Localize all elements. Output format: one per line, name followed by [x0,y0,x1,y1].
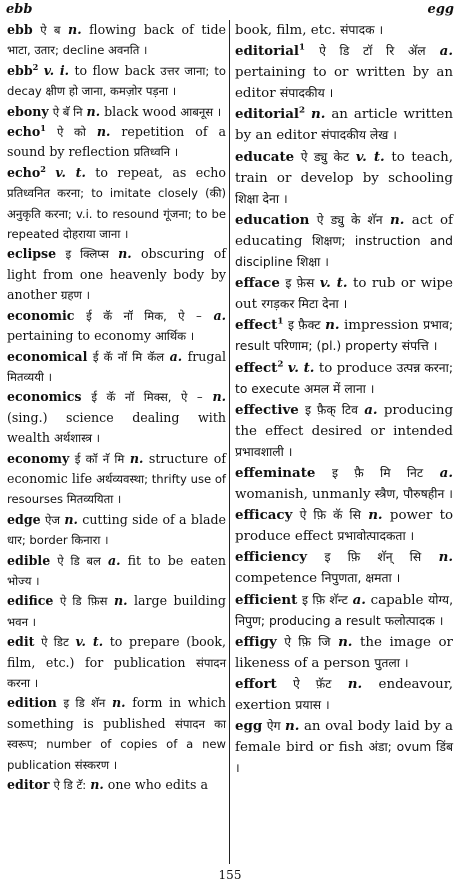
dictionary-entry [235,41,453,104]
part-of-speech: a. [352,591,366,608]
dictionary-entry [235,147,453,210]
part-of-speech: a. [364,401,378,418]
pronunciation: ई कॅ नॉ मिक, ऐ – [86,308,202,323]
hindi-gloss: उत्तर जाना; to decay क्षीण हो जाना, कमज़ोर पड़ना । [7,63,226,99]
dictionary-entry [235,358,453,400]
pronunciation: इ फ़ैक् टिव [305,402,358,417]
dictionary-entry [7,387,226,448]
pronunciation: ऐ फ़ि जि [284,634,331,649]
pronunciation: ऐ फ़ॅट [293,676,332,691]
part-of-speech: v. t. [75,634,104,650]
headword: edifice [7,593,54,609]
dictionary-entry [7,102,226,122]
pronunciation: इ फ़ै मि निट [332,465,424,480]
definition: impression [344,318,419,334]
homograph-number: 1 [299,42,306,53]
dictionary-entry [235,505,453,547]
pronunciation: ऐ फ़ि कॅ सि [299,508,361,523]
headword: economical [7,348,88,364]
part-of-speech: n. [325,317,340,334]
definition: to prepare (book, film, etc.) for publication [7,634,226,670]
right-column [230,20,456,864]
headword: editorial [235,43,299,60]
hindi-gloss: रगड़कर मिटा देना । [261,297,348,312]
definition: womanish, unmanly [235,487,371,503]
part-of-speech: a. [107,552,121,568]
dictionary-entry [235,632,453,674]
hindi-gloss: अर्थशास्त्र । [53,431,101,446]
dictionary-entry [7,693,226,775]
left-column [4,20,230,864]
hindi-gloss: भोज्य । [7,573,40,588]
definition: one who edits a [107,777,208,793]
definition: to produce [318,360,393,376]
definition: the image or likeness of a person [235,634,453,671]
hindi-gloss: संपादकीय । [279,86,334,101]
pronunciation: ऐ डिट [41,635,69,650]
hindi-gloss: प्रतिध्वनि । [133,145,179,160]
part-of-speech: n. [90,777,104,793]
dictionary-entry [235,547,453,589]
headword: ebb [7,22,33,37]
pronunciation: ऐज [45,512,60,527]
pronunciation: ऐ डि फ़िस [59,594,108,609]
hindi-gloss: प्रतिध्वनित करना; to imitate closely (की) अनुकृति करना; v.i. to resound गूंजना; to be repeated दोहराया जाना । [7,186,226,242]
part-of-speech: n. [212,389,226,405]
hindi-gloss: अंडा; ovum डिंब । [235,740,453,776]
definition: producing the effect desired or intended [235,402,454,439]
definition: frugal [187,348,227,364]
pronunciation: ई कॅ नॉ मिक्स, ऐ – [91,390,203,405]
definition: endeavour, exertion [235,676,453,713]
dictionary-entry [7,122,226,163]
pronunciation: ऐ डि टॅ: [53,778,87,793]
part-of-speech: v. t. [319,275,348,292]
headword: economics [7,389,82,405]
headword: edible [7,552,51,568]
homograph-number: 1 [277,316,284,327]
dictionary-entry [235,315,453,357]
headword: edge [7,511,41,527]
definition: repetition of a sound by reflection [7,124,226,160]
homograph-number: 2 [299,105,306,116]
definition: cutting side of a blade [82,511,227,527]
part-of-speech: n. [96,124,111,140]
part-of-speech: n. [86,103,101,119]
hindi-gloss: प्रभावोत्पादकता । [337,529,415,544]
page-number: 155 [218,868,242,882]
definition: black wood [104,103,177,119]
definition: (sing.) science dealing with wealth [7,409,226,446]
dictionary-entry [235,20,453,41]
pronunciation: ऐ ड्यु केट [300,149,350,164]
headword: efficacy [235,507,293,524]
right-guide-word: egg [427,2,454,17]
part-of-speech: n. [129,450,144,466]
pronunciation: ऐ को [56,125,86,140]
part-of-speech: n. [118,246,132,262]
definition: form in which something is published [7,695,226,731]
headword: ebony [7,103,49,119]
dictionary-entry [7,775,226,795]
headword: economy [7,450,70,466]
part-of-speech: n. [285,718,300,735]
hindi-gloss: प्रभावशाली । [235,444,293,459]
pronunciation: इ फ़ेस [285,276,315,291]
pronunciation: ऐ डि टॉ रि ॲल [319,44,426,59]
part-of-speech: a. [213,307,227,323]
dictionary-entry [235,716,453,779]
definition: an article written by an editor [235,107,453,144]
definition: capable [370,592,424,608]
headword: effigy [235,633,277,650]
headword: edition [7,695,57,711]
pronunciation: ऐ ड्यु के शॅन [316,212,383,227]
hindi-gloss: ग्रहण । [60,288,90,303]
homograph-number: 2 [40,163,46,174]
part-of-speech: n. [338,633,353,650]
headword: efficient [235,591,298,608]
definition: obscuring of light from one heavenly body by another [7,246,226,303]
part-of-speech: v. t. [55,164,86,180]
hindi-gloss: आर्थिक । [154,329,195,344]
part-of-speech: v. t. [355,148,385,165]
hindi-gloss: संपादकीय लेख । [321,128,397,143]
definition: act of educating [235,212,453,249]
hindi-gloss: शिक्षण; instruction and discipline शिक्षा । [235,233,453,270]
headword: effeminate [235,464,316,481]
headword: ebb [7,62,33,78]
part-of-speech: v. t. [287,359,315,376]
hindi-gloss: प्रयास । [295,698,330,712]
hindi-gloss: भवन । [7,614,37,629]
dictionary-entry [7,510,226,551]
headword: efficiency [235,549,308,566]
definition: to rub or wipe out [235,276,453,313]
dictionary-entry [7,163,226,245]
definition: to repeat, as echo [95,164,226,180]
hindi-gloss: शिक्षा देना । [235,191,288,206]
dictionary-entry [7,306,226,347]
dictionary-entry [7,244,226,305]
dictionary-entry [235,210,453,273]
headword: effort [235,675,277,692]
headword: effective [235,401,299,418]
pronunciation: ई कॉ नॅ मि [74,451,125,466]
hindi-gloss: निपुणता, क्षमता । [321,571,401,586]
left-guide-word: ebb [6,2,33,17]
definition: structure of economic life [7,450,226,486]
part-of-speech: n. [310,106,326,123]
definition: pertaining to or written by an editor [235,65,453,102]
hindi-gloss: प्रभाव; result परिणाम; (pl.) property संपत्ति । [235,318,453,354]
headword: egg [235,718,263,735]
part-of-speech: a. [439,43,453,60]
pronunciation: इ फ़ैक्ट [287,318,321,333]
dictionary-entry [235,674,453,716]
headword: education [235,211,310,228]
pronunciation: ऐ ब [40,23,61,37]
headword: edit [7,634,35,650]
hindi-gloss: संपादन करना । [7,655,226,690]
headword: editorial [235,106,299,123]
dictionary-entry [235,104,453,146]
part-of-speech: n. [368,507,383,524]
part-of-speech: n. [68,22,82,37]
part-of-speech: a. [439,464,453,481]
definition: large building [133,593,226,609]
headword: efface [235,275,280,292]
headword: effect [235,359,278,376]
dictionary-entry [235,590,453,632]
hindi-gloss: योग्य, निपुण; producing a result फलोत्पादक । [235,592,453,628]
dictionary-entry [7,347,226,388]
definition: to teach, train or develop by schooling [235,149,454,186]
headword: effect [235,317,278,334]
homograph-number: 1 [40,122,46,133]
pronunciation: ऐ बॅ नि [52,104,83,119]
dictionary-entry [7,591,226,632]
definition: competence [235,571,318,587]
pronunciation: ई कॅ नॉ मि कॅल [92,349,165,364]
hindi-gloss: संपादक । [340,23,384,37]
pronunciation: इ फ़ि शॅन्ट [301,592,348,607]
part-of-speech: n. [111,695,126,711]
hindi-gloss: अर्थव्यवस्था; thrifty use of resourses मितव्ययिता । [7,471,226,507]
headword: echo [7,124,41,140]
hindi-gloss: स्त्रैण, पौरुषहीन । [374,487,453,502]
part-of-speech: n. [64,511,78,527]
part-of-speech: a. [169,348,183,364]
hindi-gloss: भाटा, उतार; decline अवनति । [7,43,148,58]
definition: an oval body laid by a female bird or fish [235,719,453,756]
pronunciation: ऐग [266,719,281,734]
dictionary-entry [235,273,453,315]
dictionary-entry [7,20,226,61]
hindi-gloss: धार; border किनारा । [7,533,109,548]
hindi-gloss: मितव्ययी । [7,369,52,384]
part-of-speech: n. [438,549,454,566]
dictionary-entry [7,632,226,693]
dictionary-columns [4,20,456,864]
definition: pertaining to economy [7,328,151,344]
headword: educate [235,148,295,165]
definition: power to produce effect [235,508,454,545]
hindi-gloss: पुतला । [374,655,409,670]
hindi-gloss: संपादन का स्वरूप; number of copies of a new publication संस्करण । [7,716,226,772]
definition: book, film, etc. [235,23,336,38]
dictionary-entry [7,449,226,510]
pronunciation: ऐ डि बल [57,553,101,568]
headword: echo [7,164,41,180]
dictionary-entry [7,61,226,102]
part-of-speech: n. [113,593,128,609]
hindi-gloss: उत्पन्न करना; to execute अमल में लाना । [235,360,453,396]
headword: eclipse [7,246,57,262]
dictionary-entry [235,400,453,463]
headword: editor [7,777,50,793]
part-of-speech: n. [347,675,363,692]
dictionary-entry [235,463,453,505]
pronunciation: इ फ़ि शॅन् सि [324,550,422,565]
pronunciation: इ क्लिप्स [65,247,109,262]
part-of-speech: v. i. [43,62,70,78]
hindi-gloss: आबनूस । [180,104,222,119]
definition: flowing back of tide [89,22,226,37]
definition: to flow back [74,62,155,78]
homograph-number: 2 [277,359,284,370]
part-of-speech: n. [390,211,405,228]
pronunciation: इ डि शॅन [63,696,106,711]
definition: fit to be eaten [127,552,226,568]
homograph-number: 2 [32,61,39,72]
page-header [6,2,454,18]
dictionary-entry [7,551,226,592]
headword: economic [7,307,75,323]
